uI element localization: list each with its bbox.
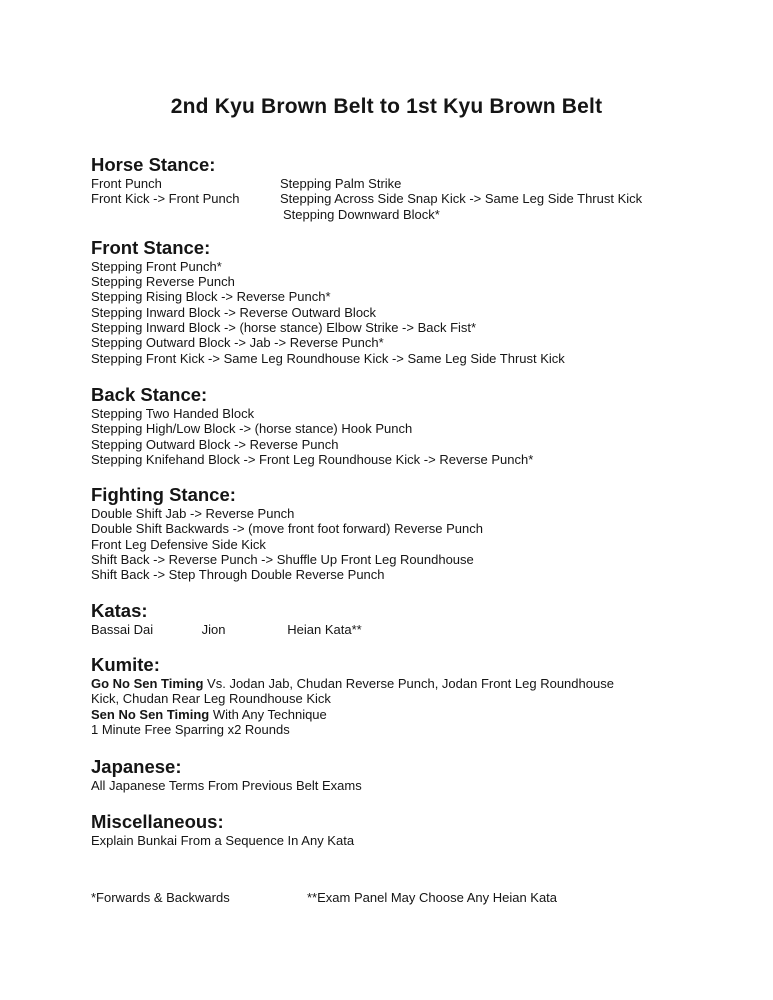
horse-stance-left-item [91, 207, 280, 222]
front-stance-heading: Front Stance: [91, 236, 211, 258]
back-stance-heading: Back Stance: [91, 383, 208, 405]
kumite-text: 1 Minute Free Sparring x2 Rounds [91, 721, 290, 737]
horse-stance-heading: Horse Stance: [91, 154, 216, 175]
horse-stance-row [91, 207, 713, 222]
kumite-timing-label: Go No Sen Timing [91, 675, 204, 691]
technique-item: Stepping Knifehand Block -> Front Leg Roundhouse Kick -> Reverse Punch* [91, 451, 534, 467]
footnote-forwards-backwards: *Forwards & Backwards [91, 889, 230, 905]
technique-item: Stepping Two Handed Block [91, 405, 255, 421]
technique-item: Stepping Front Kick -> Same Leg Roundhouse Kick -> Same Leg Side Thrust Kick [91, 350, 565, 366]
kumite-text: Kick, Chudan Rear Leg Roundhouse Kick [91, 691, 331, 707]
section-kumite [91, 655, 713, 737]
technique-item: Stepping Outward Block -> Reverse Punch [91, 436, 339, 452]
technique-item: Stepping Rising Block -> Reverse Punch* [91, 289, 331, 305]
miscellaneous-heading: Miscellaneous: [91, 811, 224, 833]
page-content [91, 155, 713, 905]
section-katas [91, 601, 713, 637]
kata-item: Heian Kata** [287, 621, 362, 637]
section-japanese [91, 757, 713, 793]
technique-item: Stepping Reverse Punch [91, 274, 235, 290]
page-title: 2nd Kyu Brown Belt to 1st Kyu Brown Belt [170, 95, 603, 118]
horse-stance-left-item: Front Kick -> Front Punch [91, 191, 240, 207]
footnote-heian-kata: **Exam Panel May Choose Any Heian Kata [307, 889, 558, 905]
kumite-item [91, 676, 713, 691]
technique-item: Stepping Front Punch* [91, 258, 222, 274]
section-front-stance [91, 238, 713, 366]
kata-item: Bassai Dai [91, 621, 154, 637]
technique-item: Stepping Inward Block -> (horse stance) Elbow Strike -> Back Fist* [91, 320, 477, 336]
technique-item: Shift Back -> Reverse Punch -> Shuffle Up Front Leg Roundhouse [91, 552, 474, 568]
technique-item: Stepping Inward Block -> Reverse Outward Block [91, 304, 377, 320]
kumite-item [91, 707, 713, 722]
kumite-text: With Any Technique [209, 706, 327, 722]
katas-row [91, 622, 713, 637]
miscellaneous-item: Explain Bunkai From a Sequence In Any Kata [91, 833, 355, 849]
japanese-item: All Japanese Terms From Previous Belt Exams [91, 778, 362, 794]
technique-item: Double Shift Backwards -> (move front foot forward) Reverse Punch [91, 521, 483, 537]
technique-item: Stepping High/Low Block -> (horse stance) Hook Punch [91, 421, 413, 437]
kumite-item [91, 722, 713, 737]
kumite-item [91, 691, 713, 706]
horse-stance-right-item: Stepping Across Side Snap Kick -> Same Leg Side Thrust Kick [280, 191, 643, 207]
horse-stance-row [91, 191, 713, 206]
section-horse-stance [91, 155, 713, 222]
horse-stance-left-item: Front Punch [91, 176, 162, 191]
horse-stance-right-item: Stepping Downward Block* [283, 206, 440, 222]
japanese-heading: Japanese: [91, 756, 182, 778]
section-miscellaneous [91, 812, 713, 848]
section-back-stance [91, 385, 713, 467]
footnotes [91, 890, 713, 905]
technique-item: Stepping Outward Block -> Jab -> Reverse Punch* [91, 335, 384, 351]
technique-item: Front Leg Defensive Side Kick [91, 536, 266, 552]
kumite-text: Vs. Jodan Jab, Chudan Reverse Punch, Jodan Front Leg Roundhouse [203, 675, 614, 691]
section-fighting-stance [91, 485, 713, 582]
horse-stance-row [91, 176, 713, 191]
horse-stance-right-item: Stepping Palm Strike [280, 176, 402, 191]
fighting-stance-heading: Fighting Stance: [91, 484, 236, 506]
technique-item: Shift Back -> Step Through Double Reverse Punch [91, 567, 385, 583]
kumite-timing-label: Sen No Sen Timing [91, 706, 210, 722]
kata-item: Jion [201, 621, 226, 637]
kumite-heading: Kumite: [91, 653, 160, 675]
technique-item: Double Shift Jab -> Reverse Punch [91, 506, 295, 522]
katas-heading: Katas: [91, 599, 148, 621]
